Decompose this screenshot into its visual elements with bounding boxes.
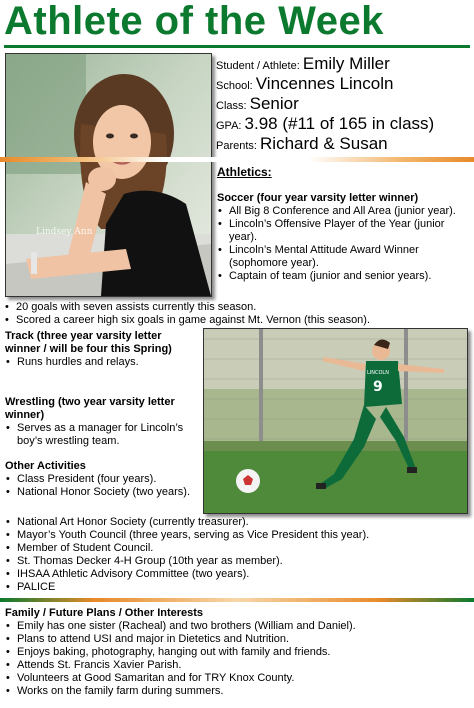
student-row	[216, 54, 390, 74]
school-row	[216, 74, 393, 94]
list-item: • Class President (four years).	[5, 473, 200, 486]
list-item: • Serves as a manager for Lincoln’s boy’s wrestling team.	[5, 422, 200, 448]
soccer-section	[217, 192, 471, 283]
list-item: • Lincoln’s Offensive Player of the Year (junior year).	[217, 218, 471, 244]
list-item: • Mayor’s Youth Council (three years, serving as Vice President this year).	[5, 529, 471, 542]
family-section	[5, 607, 471, 698]
track-heading: Track (three year varsity letter winner / will be four this Spring)	[5, 330, 172, 355]
student-name: Emily Miller	[302, 54, 390, 73]
list-item: • Emily has one sister (Racheal) and two brothers (William and Daniel).	[5, 620, 471, 633]
photo-credit-watermark: Lindsey Ann	[36, 227, 93, 237]
list-item: • IHSAA Athletic Advisory Committee (two years).	[5, 568, 471, 581]
athletics-heading: Athletics:	[217, 165, 272, 179]
list-item: • All Big 8 Conference and All Area (junior year).	[217, 205, 471, 218]
school-label: School:	[216, 80, 253, 92]
other-activities-section	[5, 460, 200, 499]
parents-label: Parents:	[216, 140, 257, 152]
list-item: • National Art Honor Society (currently treasurer).	[5, 516, 471, 529]
list-item: • St. Thomas Decker 4-H Group (10th year as member).	[5, 555, 471, 568]
wrestling-section	[5, 396, 200, 448]
page-title: Athlete of the Week	[4, 0, 384, 43]
family-heading: Family / Future Plans / Other Interests	[5, 607, 204, 619]
class-row	[216, 94, 299, 114]
list-item: • 20 goals with seven assists currently this season.	[4, 301, 470, 314]
gpa-value: 3.98 (#11 of 165 in class)	[244, 114, 435, 133]
other-activities-continued	[5, 516, 471, 594]
class-value: Senior	[249, 94, 299, 113]
jersey-text: LINCOLN	[367, 370, 389, 376]
list-item: • Enjoys baking, photography, hanging out with family and friends.	[5, 646, 471, 659]
soccer-section-continued	[4, 301, 470, 327]
gpa-row	[216, 114, 434, 134]
parents-row	[216, 134, 388, 154]
list-item: • Works on the family farm during summers.	[5, 685, 471, 698]
list-item: • Attends St. Francis Xavier Parish.	[5, 659, 471, 672]
list-item: • Scored a career high six goals in game against Mt. Vernon (this season).	[4, 314, 470, 327]
list-item: • Captain of team (junior and senior years).	[217, 270, 471, 283]
school-name: Vincennes Lincoln	[255, 74, 394, 93]
decorative-band-bottom	[0, 598, 474, 602]
list-item: • Member of Student Council.	[5, 542, 471, 555]
list-item: • Runs hurdles and relays.	[5, 356, 200, 369]
title-underline	[4, 45, 470, 48]
soccer-action-photo	[203, 328, 468, 514]
decorative-band-top	[0, 157, 474, 162]
parents-value: Richard & Susan	[260, 134, 388, 153]
list-item: • Lincoln’s Mental Attitude Award Winner (sophomore year).	[217, 244, 471, 270]
track-section	[5, 330, 200, 369]
class-label: Class:	[216, 100, 247, 112]
jersey-number: 9	[373, 379, 383, 395]
list-item: • Plans to attend USI and major in Dietetics and Nutrition.	[5, 633, 471, 646]
student-label: Student / Athlete:	[216, 60, 300, 72]
list-item: • National Honor Society (two years).	[5, 486, 200, 499]
wrestling-heading: Wrestling (two year varsity letter winner)	[5, 396, 175, 421]
athlete-portrait-photo	[5, 53, 212, 297]
list-item: • Volunteers at Good Samaritan and for TRY Knox County.	[5, 672, 471, 685]
gpa-label: GPA:	[216, 120, 242, 132]
soccer-heading: Soccer (four year varsity letter winner)	[217, 192, 419, 204]
other-activities-heading: Other Activities	[5, 460, 86, 472]
list-item: • PALICE	[5, 581, 471, 594]
